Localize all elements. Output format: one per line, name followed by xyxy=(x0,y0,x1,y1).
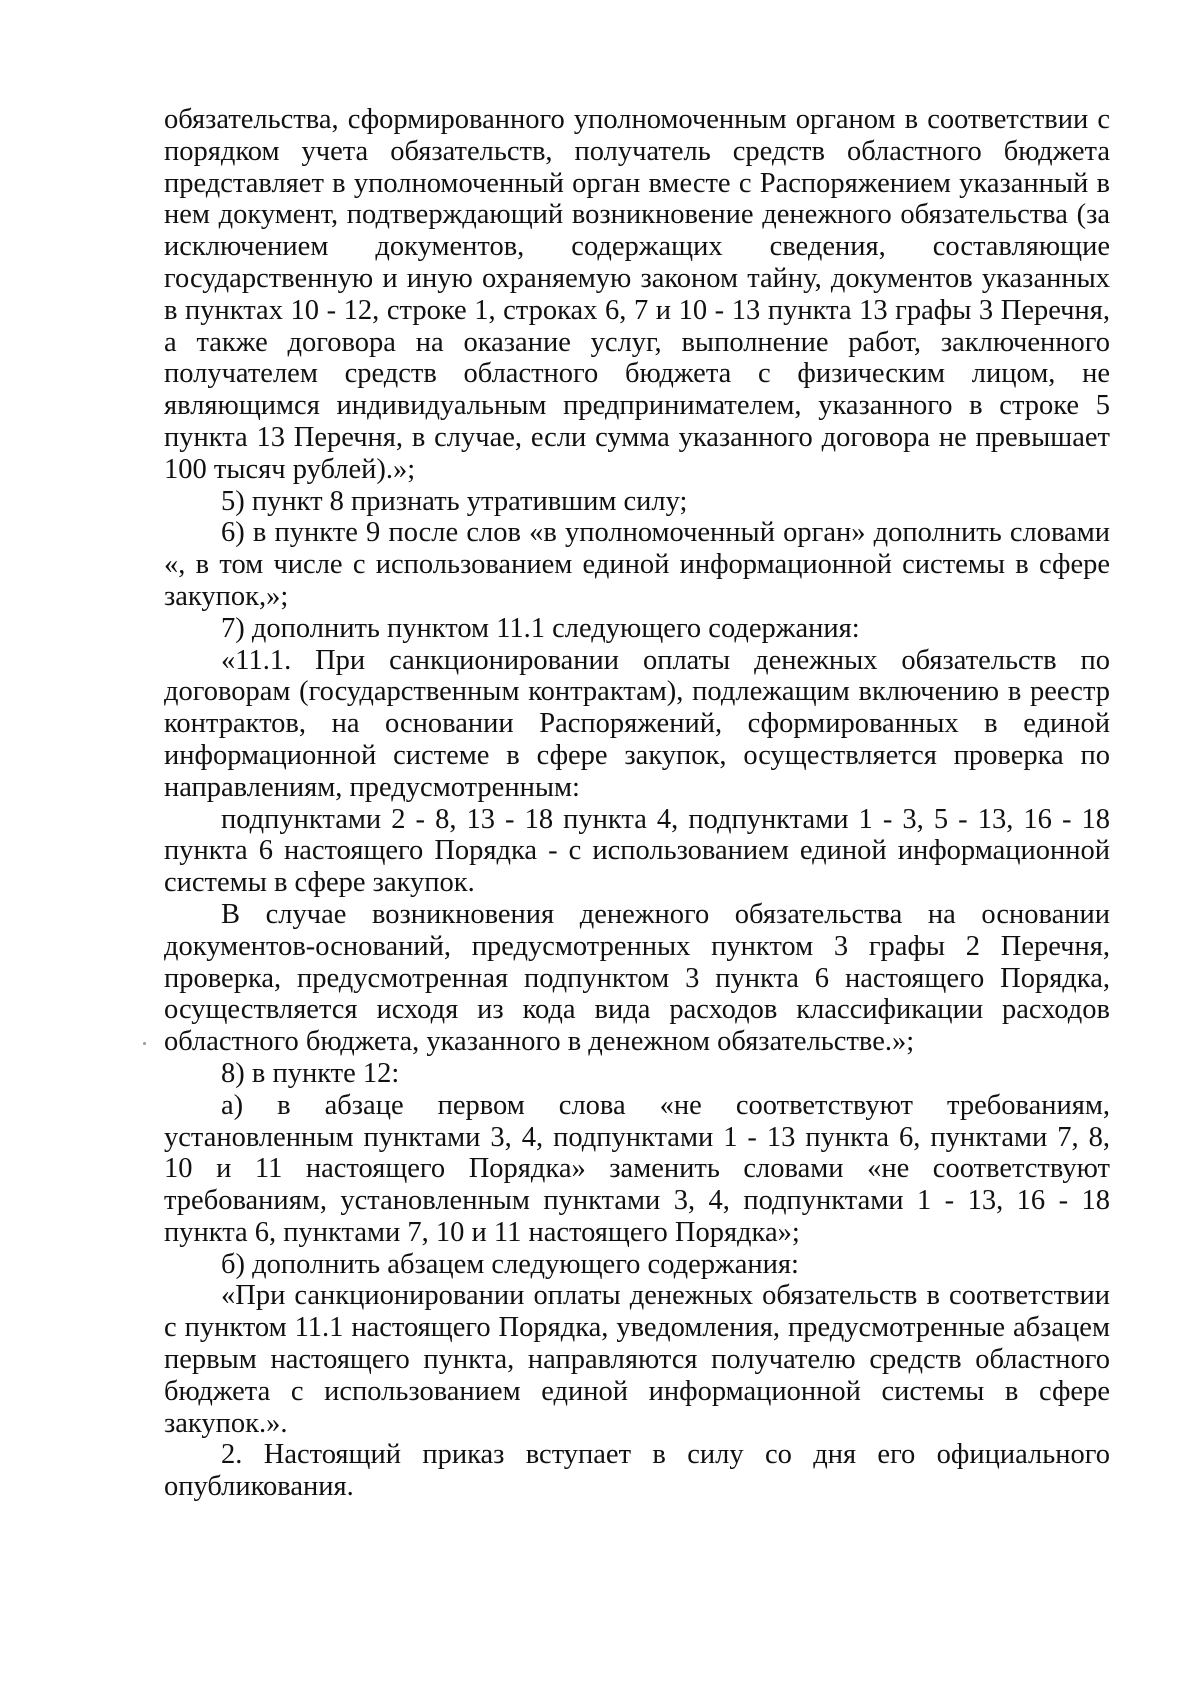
document-body xyxy=(164,104,1110,1503)
paragraph-item-7: 7) дополнить пунктом 11.1 следующего содержания: xyxy=(221,612,860,644)
paragraph-item-5: 5) пункт 8 признать утратившим силу; xyxy=(221,485,688,517)
paragraph-item-8b: б) дополнить абзацем следующего содержания: xyxy=(221,1248,799,1280)
paragraph-subclauses: подпунктами 2 - 8, 13 - 18 пункта 4, подпунктами 1 - 3, 5 - 13, 16 - 18 пункта 6 настоящего Порядка - с использованием единой информационной системы в сфере закупок. xyxy=(164,803,1110,899)
scan-speck xyxy=(143,1042,146,1045)
paragraph-continuation: обязательства, сформированного уполномоченным органом в соответствии с порядком учета обязательств, получатель средств областного бюджета представляет в уполномоченный орган вместе с Распоряжением указанный в нем документ, подтверждающий возникновение денежного обязательства (за исключением документов, содержащих сведения, составляющие государственную и иную охраняемую законом тайну, документов указанных в пунктах 10 - 12, строке 1, строках 6, 7 и 10 - 13 пункта 13 графы 3 Перечня, а также договора на оказание услуг, выполнение работ, заключенного получателем средств областного бюджета с физическим лицом, не являющимся индивидуальным предпринимателем, указанного в строке 5 пункта 13 Перечня, в случае, если сумма указанного договора не превышает 100 тысяч рублей).»; xyxy=(164,104,1110,485)
paragraph-case: В случае возникновения денежного обязательства на основании документов-оснований, предусмотренных пунктом 3 графы 2 Перечня, проверка, предусмотренная подпунктом 3 пункта 6 настоящего Порядка, осуществляется исходя из кода вида расходов классификации расходов областного бюджета, указанного в денежном обязательстве.»; xyxy=(164,898,1110,1058)
paragraph-item-6: 6) в пункте 9 после слов «в уполномоченный орган» дополнить словами «, в том числе с использованием единой информационной системы в сфере закупок,»; xyxy=(164,517,1110,612)
paragraph-item-8: 8) в пункте 12: xyxy=(221,1057,400,1089)
paragraph-added-abzac: «При санкционировании оплаты денежных обязательств в соответствии с пунктом 11.1 настоящего Порядка, уведомления, предусмотренные абзацем первым настоящего пункта, направляются получателю средств областного бюджета с использованием единой информационной системы в сфере закупок.». xyxy=(164,1280,1110,1439)
paragraph-effective-date: 2. Настоящий приказ вступает в силу со дня его официального опубликования. xyxy=(164,1439,1110,1503)
paragraph-item-8a: а) в абзаце первом слова «не соответствуют требованиям, установленным пунктами 3, 4, подпунктами 1 - 13 пункта 6, пунктами 7, 8, 10 и 11 настоящего Порядка» заменить словами «не соответствуют требованиям, установленным пунктами 3, 4, подпунктами 1 - 13, 16 - 18 пункта 6, пунктами 7, 10 и 11 настоящего Порядка»; xyxy=(164,1089,1110,1248)
paragraph-clause-11-1: «11.1. При санкционировании оплаты денежных обязательств по договорам (государственным контрактам), подлежащим включению в реестр контрактов, на основании Распоряжений, сформированных в единой информационной системе в сфере закупок, осуществляется проверка по направлениям, предусмотренным: xyxy=(164,644,1110,803)
